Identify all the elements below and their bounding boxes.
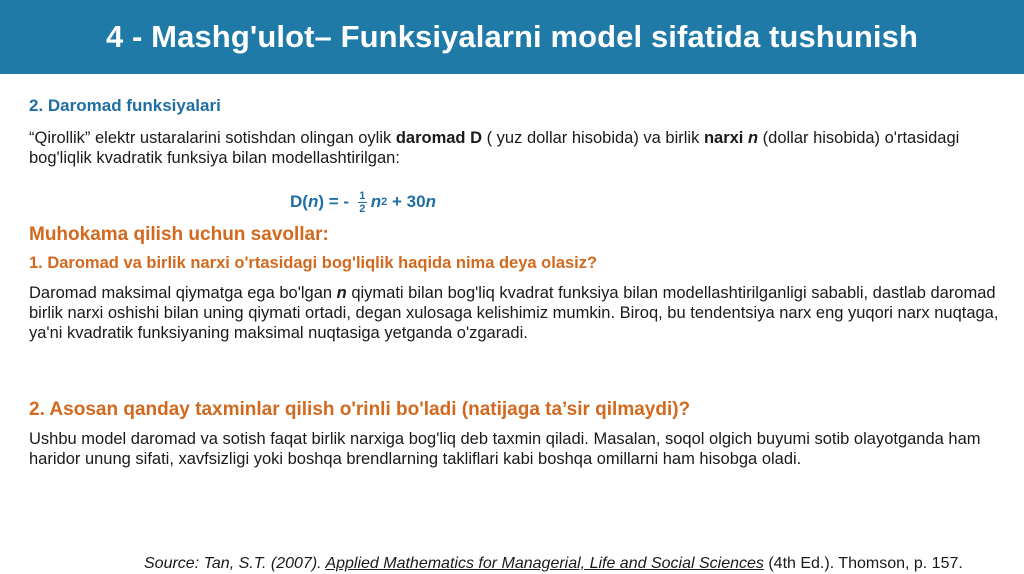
source-suffix: (4th Ed.). Thomson, p. 157. [763, 555, 963, 572]
slide-content [29, 96, 1004, 469]
question-2: 2. Asosan qanday taxminlar qilish o'rinli bo'ladi (natijaga ta’sir qilmaydi)? [29, 399, 691, 420]
formula-d: D( [290, 192, 308, 211]
answer-1 [29, 283, 1004, 343]
source-prefix: Source: Tan, S.T. (2007). [144, 555, 326, 572]
title-bar [0, 0, 1024, 74]
intro-text-2: ( yuz dollar hisobida) va birlik [482, 129, 704, 147]
intro-paragraph [29, 128, 1004, 168]
answer-2: Ushbu model daromad va sotish faqat birlik narxiga bog'liq deb taxmin qiladi. Masalan, soqol olgich buyumi sotib olayotganda ham haridor unung sifati, xavfsizligi yoki boshqa brendlarning takliflari kabi boshqa omillarni ham hisobga oladi. [29, 430, 981, 468]
revenue-formula [290, 184, 1004, 220]
question-1: 1. Daromad va birlik narxi o'rtasidagi bog'liqlik haqida nima deya olasiz? [29, 254, 598, 272]
formula-exponent: 2 [381, 196, 388, 208]
answer-1-text-b: qiymati bilan bog'liq kvadrat funksiya bilan modellashtirilganligi sababli, dastlab daromad birlik narxi oshishi bilan uning qiymati ortadi, degan xulosaga kelishimiz mumkin. Biroq, bu tendentsiya narx eng yuqori narx nuqtaga, ya'ni kvadratik funksiyaning maksimal nuqtasiga yetganda o'zgaradi. [29, 284, 999, 342]
discussion-heading: Muhokama qilish uchun savollar: [29, 224, 329, 245]
intro-text-1: “Qirollik” elektr ustaralarini sotishdan olingan oylik [29, 129, 396, 147]
formula-n-arg: n [307, 192, 319, 211]
section-subtitle: 2. Daromad funksiyalari [29, 96, 221, 115]
formula-n: n [370, 192, 382, 211]
formula-eq: ) = - [318, 192, 354, 211]
intro-var-n: n [747, 129, 759, 147]
formula-fraction [358, 190, 367, 215]
intro-text-3: (dollar hisobida) o'rtasidagi bog'liqlik kvadratik funksiya bilan modellashtirilgan: [29, 129, 960, 167]
formula-rest-n: n [425, 192, 436, 211]
answer-1-var-n: n [336, 284, 347, 302]
answer-1-text-a: Daromad maksimal qiymatga ega bo'lgan [29, 284, 337, 302]
fraction-denominator: 2 [359, 202, 366, 215]
intro-bold-narxi: narxi [703, 129, 748, 147]
formula-rest: + 30 [387, 192, 426, 211]
slide-title: 4 - Mashg'ulot– Funksiyalarni model sifatida tushunish [105, 19, 918, 54]
fraction-numerator: 1 [359, 189, 366, 202]
source-citation [144, 555, 963, 573]
intro-bold-daromad: daromad D [395, 129, 483, 147]
source-book-title: Applied Mathematics for Managerial, Life and Social Sciences [325, 555, 764, 572]
